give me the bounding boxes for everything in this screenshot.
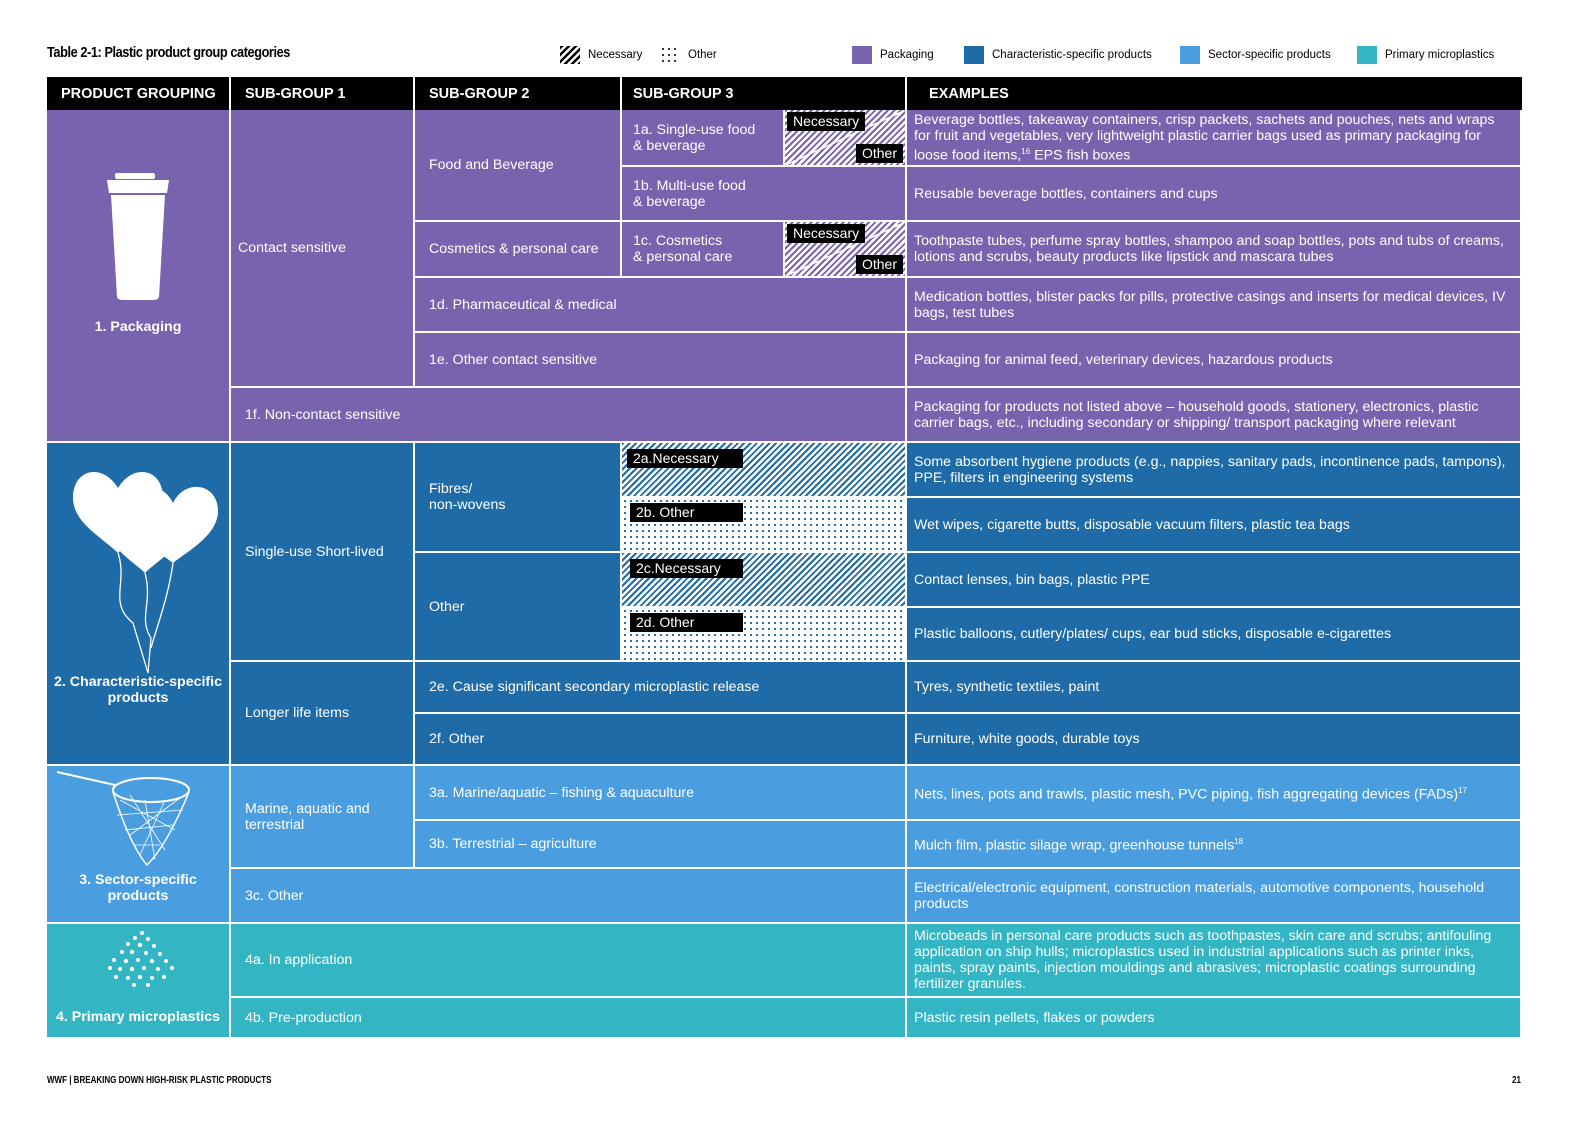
example-3a: Nets, lines, pots and trawls, plastic mesh, PVC piping, fish aggregating devices (FADs)$^{17}$ bbox=[907, 766, 1522, 821]
page-number: 21 bbox=[1512, 1075, 1521, 1086]
sector-swatch-icon bbox=[1180, 46, 1200, 64]
sg-4b: 4b. Pre-production bbox=[231, 998, 907, 1039]
header-sg3: SUB-GROUP 3 bbox=[622, 77, 907, 110]
example-2a: Some absorbent hygiene products (e.g., nappies, sanitary pads, incontinence pads, tampons), PPE, filters in engineering systems bbox=[907, 443, 1522, 498]
sg2-cosm: Cosmetics & personal care bbox=[415, 222, 622, 278]
legend-packaging: Packaging bbox=[852, 46, 934, 64]
example-1e: Packaging for animal feed, veterinary devices, hazardous products bbox=[907, 333, 1522, 388]
example-2f: Furniture, white goods, durable toys bbox=[907, 714, 1522, 766]
sg1-single-use: Single-use Short-lived bbox=[231, 443, 415, 662]
example-4a: Microbeads in personal care products such as toothpastes, skin care and scrubs; antifouling application on ship hulls; microplastics used in industrial applications such as printer inks, paints, spray paints, injection mouldings and abrasives; microplastic coatings surrounding fertilizer granules. bbox=[907, 924, 1522, 998]
sg-1d: 1d. Pharmaceutical & medical bbox=[415, 278, 907, 333]
example-2c: Contact lenses, bin bags, plastic PPE bbox=[907, 553, 1522, 608]
header-examples: EXAMPLES bbox=[907, 77, 1522, 110]
sg3-1a: 1a. Single-use food & beverage bbox=[622, 110, 785, 167]
sg1-contact: Contact sensitive bbox=[231, 110, 415, 388]
sg3-2a: 2a.Necessary bbox=[622, 443, 907, 498]
sg2-food: Food and Beverage bbox=[415, 110, 622, 222]
split-1c bbox=[785, 222, 907, 278]
example-4b: Plastic resin pellets, flakes or powders bbox=[907, 998, 1522, 1039]
tag-necessary: Necessary bbox=[787, 112, 865, 131]
sg2-fibres: Fibres/ non-wovens bbox=[415, 443, 622, 553]
dots-swatch-icon bbox=[660, 46, 680, 64]
sg-4a: 4a. In application bbox=[231, 924, 907, 998]
sg-2e: 2e. Cause significant secondary microplastic release bbox=[415, 662, 907, 714]
sg2-other: Other bbox=[415, 553, 622, 662]
sg-3a: 3a. Marine/aquatic – fishing & aquaculture bbox=[415, 766, 907, 821]
sg3-2d: 2d. Other bbox=[622, 608, 907, 662]
sg3-2b: 2b. Other bbox=[622, 498, 907, 553]
example-3b: Mulch film, plastic silage wrap, greenhouse tunnels$^{18}$ bbox=[907, 821, 1522, 869]
tag-other: Other bbox=[856, 255, 903, 274]
sg3-1b: 1b. Multi-use food & beverage bbox=[622, 167, 907, 222]
sg1-marine: Marine, aquatic and terrestrial bbox=[231, 766, 415, 869]
group-primary: 4. Primary microplastics bbox=[47, 924, 231, 1039]
legend-characteristic: Characteristic-specific products bbox=[964, 46, 1152, 64]
sg-1e: 1e. Other contact sensitive bbox=[415, 333, 907, 388]
example-1f: Packaging for products not listed above – household goods, stationery, electronics, plastic carrier bags, etc., including secondary or shipping/ transport packaging where relevant bbox=[907, 388, 1522, 443]
example-2d: Plastic balloons, cutlery/plates/ cups, ear bud sticks, disposable e-cigarettes bbox=[907, 608, 1522, 662]
legend-sector: Sector-specific products bbox=[1180, 46, 1331, 64]
legend-necessary: Necessary bbox=[560, 46, 642, 64]
example-1c: Toothpaste tubes, perfume spray bottles, shampoo and soap bottles, pots and tubs of creams, lotions and scrubs, beauty products like lipstick and mascara tubes bbox=[907, 222, 1522, 278]
group-characteristic: 2. Characteristic-specific products bbox=[47, 443, 231, 766]
header-sg1: SUB-GROUP 1 bbox=[231, 77, 415, 110]
cup-icon bbox=[103, 173, 173, 301]
balloons-icon bbox=[73, 463, 223, 673]
tag-other: Other bbox=[856, 144, 903, 163]
example-2e: Tyres, synthetic textiles, paint bbox=[907, 662, 1522, 714]
example-2b: Wet wipes, cigarette butts, disposable vacuum filters, plastic tea bags bbox=[907, 498, 1522, 553]
sg-2f: 2f. Other bbox=[415, 714, 907, 766]
legend-primary: Primary microplastics bbox=[1357, 46, 1494, 64]
footer-publication: WWF | BREAKING DOWN HIGH-RISK PLASTIC PRODUCTS bbox=[47, 1075, 272, 1086]
sg3-2c: 2c.Necessary bbox=[622, 553, 907, 608]
net-icon bbox=[55, 770, 195, 870]
legend-other: Other bbox=[660, 46, 717, 64]
sg3-1c: 1c. Cosmetics & personal care bbox=[622, 222, 785, 278]
header-grouping: PRODUCT GROUPING bbox=[47, 77, 231, 110]
primary-swatch-icon bbox=[1357, 46, 1377, 64]
sg1-longer: Longer life items bbox=[231, 662, 415, 766]
header-sg2: SUB-GROUP 2 bbox=[415, 77, 622, 110]
characteristic-swatch-icon bbox=[964, 46, 984, 64]
table-title: Table 2-1: Plastic product group categories bbox=[47, 44, 290, 61]
example-1a: Beverage bottles, takeaway containers, crisp packets, sachets and pouches, nets and wraps for fruit and vegetables, very lightweight plastic carrier bags used as primary packaging for loose food items,$^{16}$ EPS fish boxes bbox=[907, 110, 1522, 167]
group-sector: 3. Sector-specific products bbox=[47, 766, 231, 924]
sg-3b: 3b. Terrestrial – agriculture bbox=[415, 821, 907, 869]
example-3c: Electrical/electronic equipment, construction materials, automotive components, household products bbox=[907, 869, 1522, 924]
packaging-swatch-icon bbox=[852, 46, 872, 64]
sg-3c: 3c. Other bbox=[231, 869, 907, 924]
example-1d: Medication bottles, blister packs for pills, protective casings and inserts for medical devices, IV bags, test tubes bbox=[907, 278, 1522, 333]
group-packaging: 1. Packaging bbox=[47, 110, 231, 443]
microbeads-icon bbox=[102, 928, 182, 988]
hatch-swatch-icon bbox=[560, 46, 580, 64]
example-1b: Reusable beverage bottles, containers and cups bbox=[907, 167, 1522, 222]
sg-1f: 1f. Non-contact sensitive bbox=[231, 388, 907, 443]
tag-necessary: Necessary bbox=[787, 224, 865, 243]
split-1a bbox=[785, 110, 907, 167]
